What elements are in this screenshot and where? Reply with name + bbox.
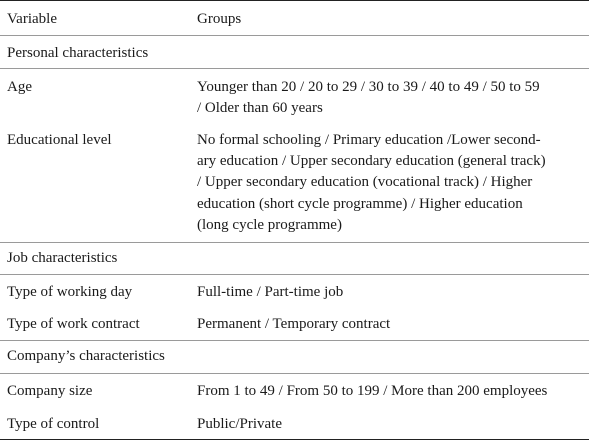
row-education-line: / Upper secondary education (vocational track) / Higher — [197, 174, 533, 191]
row-age-line: Younger than 20 / 20 to 29 / 30 to 39 / 40 to 49 / 50 to 59 — [197, 79, 540, 95]
row-education-line: (long cycle programme) — [197, 216, 342, 233]
row-education-label: Educational level — [7, 132, 112, 148]
table-row-age — [0, 69, 589, 124]
section-job-title: Job characteristics — [7, 250, 118, 266]
row-control-value: Public/Private — [197, 416, 282, 432]
row-contract-value: Permanent / Temporary contract — [197, 316, 391, 332]
header-variable: Variable — [7, 11, 57, 27]
section-personal-row — [0, 36, 589, 69]
row-control-label: Type of control — [7, 416, 100, 432]
row-company-size-label: Company size — [7, 383, 93, 399]
section-job-row — [0, 243, 589, 275]
table-row-work-contract — [0, 308, 589, 341]
row-age-label: Age — [7, 79, 32, 95]
row-education-line: ary education / Upper secondary education (general track) — [197, 153, 546, 170]
table-header-row — [0, 1, 589, 36]
table-row-control — [0, 407, 589, 440]
row-working-day-value: Full-time / Part-time job — [197, 284, 344, 300]
row-education-line: education (short cycle programme) / Higher education — [197, 195, 523, 212]
row-working-day-label: Type of working day — [7, 284, 133, 300]
row-education-value — [197, 130, 587, 236]
row-age-value — [197, 77, 587, 119]
header-groups: Groups — [197, 11, 242, 27]
row-company-size-value: From 1 to 49 / From 50 to 199 / More than 200 employees — [197, 383, 548, 399]
row-contract-label: Type of work contract — [7, 316, 140, 332]
section-personal-title: Personal characteristics — [7, 45, 149, 61]
section-company-title: Company’s characteristics — [7, 348, 165, 364]
section-company-row — [0, 341, 589, 374]
row-education-line: No formal schooling / Primary education /Lower second- — [197, 132, 541, 148]
table-row-educational-level — [0, 124, 589, 243]
row-age-line: / Older than 60 years — [197, 100, 323, 117]
table-row-working-day — [0, 275, 589, 308]
table-row-company-size — [0, 374, 589, 407]
